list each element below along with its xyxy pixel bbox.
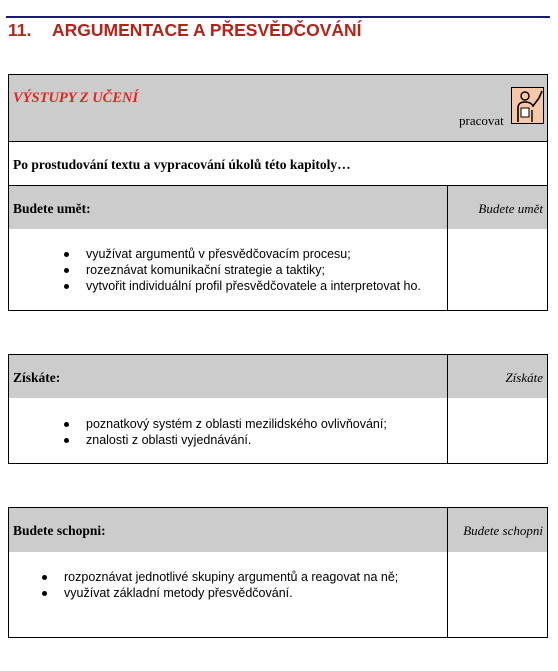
bullet-icon [64, 252, 69, 257]
list-item: rozeznávat komunikační strategie a taktiky; [86, 262, 421, 278]
learning-outcomes-title: VÝSTUPY Z UČENÍ [13, 90, 139, 106]
work-label: pracovat [459, 113, 504, 128]
section-side-note: Budete schopni [463, 523, 543, 538]
bullet-list [86, 416, 387, 448]
bullet-icon [42, 575, 47, 580]
section-abilities [8, 507, 548, 638]
bullet-icon [64, 438, 69, 443]
bullet-icon [42, 591, 47, 596]
learning-outcomes-box [8, 74, 548, 186]
list-item: využívat základní metody přesvědčování. [64, 585, 398, 601]
chapter-heading [8, 20, 362, 41]
chapter-number: 11. [8, 20, 32, 40]
column-divider [447, 186, 448, 310]
person-with-pointer-icon [511, 87, 544, 124]
list-item: vytvořit individuální profil přesvědčovatele a interpretovat ho. [86, 278, 421, 294]
list-item: využívat argumentů v přesvědčovacím procesu; [86, 246, 421, 262]
section-label: Budete schopni: [13, 523, 106, 538]
section-header [9, 355, 547, 398]
column-divider [447, 355, 448, 463]
learning-outcomes-header [9, 75, 547, 142]
section-gain [8, 354, 548, 464]
section-skills [8, 185, 548, 311]
bullet-list [64, 569, 398, 601]
column-divider [447, 508, 448, 637]
section-label: Budete umět: [13, 201, 91, 216]
bullet-icon [64, 284, 69, 289]
section-label: Získáte: [13, 370, 61, 385]
list-item: rozpoznávat jednotlivé skupiny argumentů a reagovat na ně; [64, 569, 398, 585]
bullet-icon [64, 422, 69, 427]
section-side-note: Budete umět [478, 201, 543, 216]
bullet-icon [64, 268, 69, 273]
list-item: znalosti z oblasti vyjednávání. [86, 432, 387, 448]
chapter-title: ARGUMENTACE A PŘESVĚDČOVÁNÍ [52, 20, 362, 40]
list-item: poznatkový systém z oblasti mezilidského ovlivňování; [86, 416, 387, 432]
outcomes-intro: Po prostudování textu a vypracování úkolů této kapitoly… [13, 157, 351, 172]
section-side-note: Získáte [505, 370, 543, 385]
top-rule [6, 16, 550, 18]
bullet-list [86, 246, 421, 294]
